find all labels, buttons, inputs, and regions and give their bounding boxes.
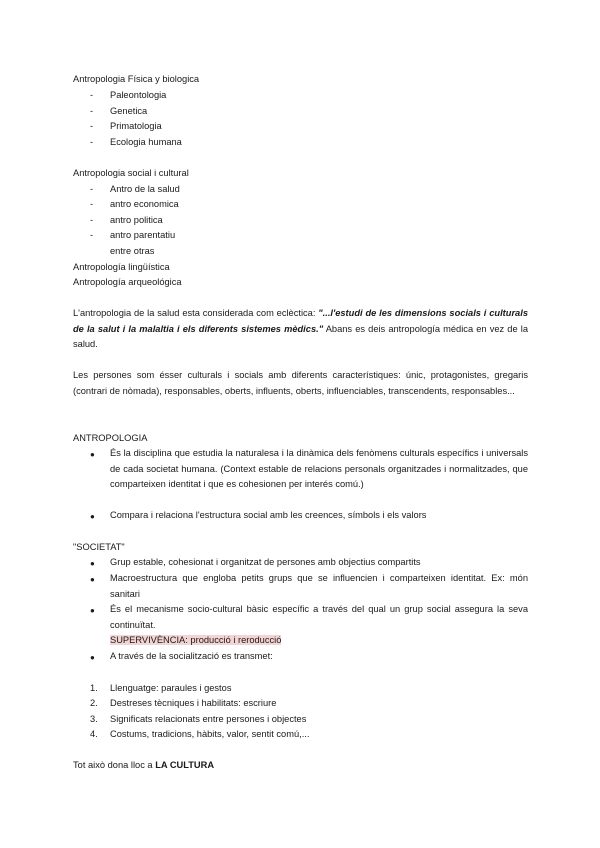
dash-marker: -	[90, 121, 94, 131]
list-item: antro politica	[110, 215, 163, 225]
closing-bold: LA CULTURA	[155, 760, 215, 770]
numbered-item: Llenguatge: paraules i gestos	[110, 683, 232, 693]
dash-marker: -	[90, 215, 94, 225]
numbered-item: Significats relacionats entre persones i objectes	[110, 714, 307, 724]
bullet-text: A través de la socialització es transmet:	[110, 651, 273, 661]
list-number: 3.	[90, 714, 98, 724]
paragraph-persones: Les persones som ésser culturals i socials amb diferents característiques: únic, protagonistes, gregaris (contrari de nòmada), responsables, oberts, influents, oberts, influenciables, transcendents, responsables...	[73, 370, 528, 396]
dash-marker: -	[90, 230, 94, 240]
dash-marker: -	[90, 199, 94, 209]
section-heading-antropologia: ANTROPOLOGIA	[73, 433, 148, 443]
list-item: Genetica	[110, 106, 148, 116]
numbered-item: Costums, tradicions, hàbits, valor, sentit comú,...	[110, 729, 310, 739]
bullet-text: Grup estable, cohesionat i organitzat de persones amb objectius compartits	[110, 557, 421, 567]
list-number: 2.	[90, 698, 98, 708]
section-heading-social: Antropologia social i cultural	[73, 168, 189, 178]
bullet-marker: ●	[90, 450, 95, 459]
list-item: antro economica	[110, 199, 179, 209]
highlight-span: SUPERVIVÈNCIA: producció i reroducció	[110, 635, 282, 645]
list-item: antro parentatiu	[110, 230, 176, 240]
quote-text: "...l'estudi de les dimensions socials i culturals de la salut i la malaltia i els diferents sistemes mèdics."	[73, 308, 528, 334]
bullet-marker: ●	[90, 606, 95, 615]
list-number: 4.	[90, 729, 98, 739]
list-item: Ecologia humana	[110, 137, 182, 147]
paragraph-text: Abans es deis antropología médica en vez de la salud.	[73, 323, 528, 350]
list-number: 1.	[90, 683, 98, 693]
list-item: Primatologia	[110, 121, 162, 131]
bullet-marker: ●	[90, 559, 95, 568]
bullet-text: És el mecanisme socio-cultural bàsic específic a través del qual un grup social assegura la seva continuïtat.	[110, 604, 528, 630]
bullet-marker: ●	[90, 512, 95, 521]
section-heading-linguistica: Antropología lingüística	[73, 262, 170, 272]
bullet-marker: ●	[90, 575, 95, 584]
closing-line	[73, 758, 214, 773]
list-item-extra: entre otras	[110, 246, 155, 256]
dash-marker: -	[90, 137, 94, 147]
closing-text: Tot això dona lloc a	[73, 760, 156, 770]
paragraph-salud	[73, 306, 528, 353]
list-item: Antro de la salud	[110, 184, 180, 194]
section-heading-fisica: Antropologia Física y biologica	[73, 74, 200, 84]
paragraph-text: L'antropologia de la salud esta considerada com eclèctica:	[73, 308, 319, 318]
section-heading-societat: "SOCIETAT"	[73, 542, 125, 552]
list-item: Paleontologia	[110, 90, 167, 100]
bullet-text: És la disciplina que estudia la naturalesa i la dinàmica dels fenòmens culturals específics i universals de cada societat humana. (Context estable de relacions personals organitzades i normalitzades, que comparteixen identitat i que es cohesionen per interés comú.)	[110, 448, 528, 490]
bullet-marker: ●	[90, 653, 95, 662]
bullet-text: Compara i relaciona l'estructura social amb les creences, símbols i els valors	[110, 510, 427, 520]
numbered-item: Destreses tècniques i habilitats: escriure	[110, 698, 277, 708]
dash-marker: -	[90, 106, 94, 116]
dash-marker: -	[90, 184, 94, 194]
highlighted-text	[110, 633, 281, 648]
dash-marker: -	[90, 90, 94, 100]
section-heading-arqueologica: Antropología arqueológica	[73, 277, 182, 287]
bullet-text: Macroestructura que engloba petits grups que se influencien i comparteixen identitat. Ex: món sanitari	[110, 573, 528, 599]
